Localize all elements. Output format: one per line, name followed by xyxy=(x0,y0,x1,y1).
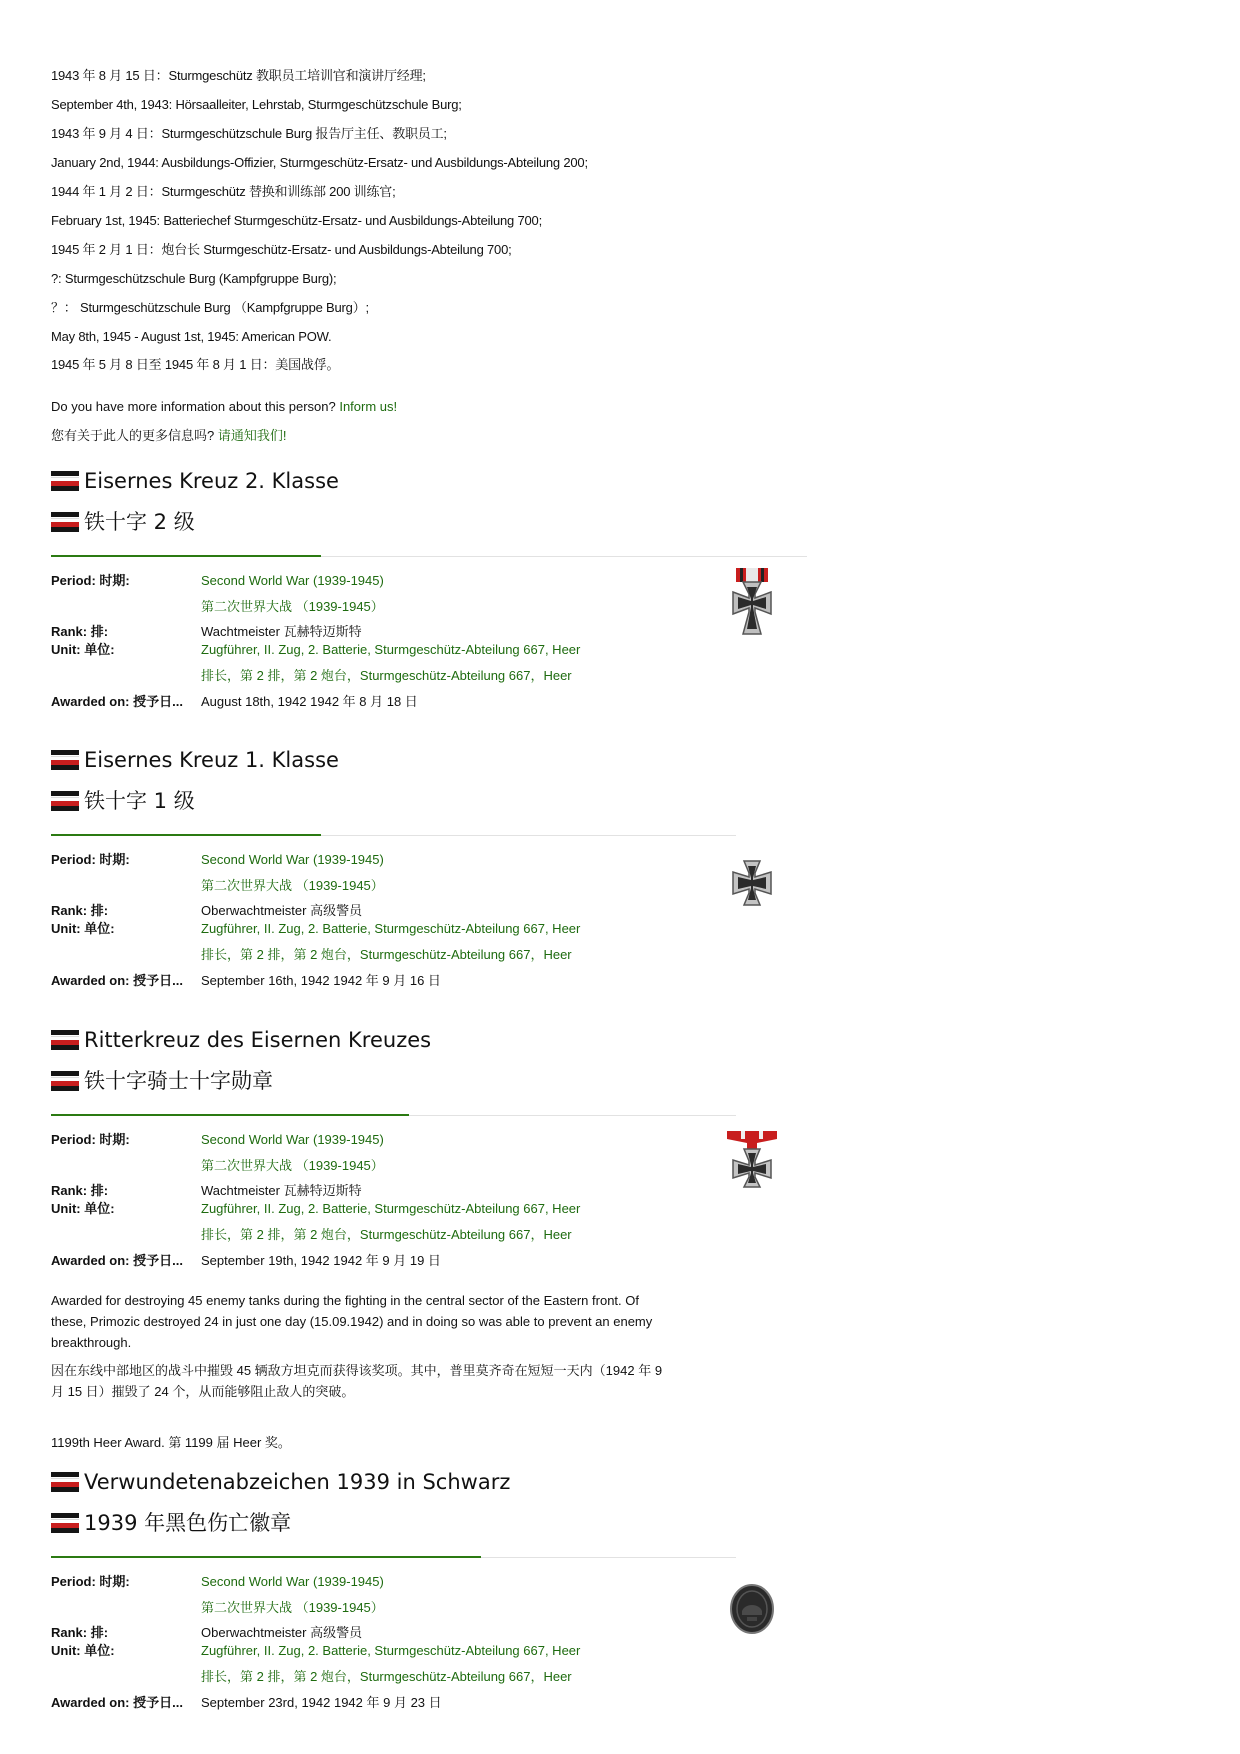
cv-line: 1943 年 8 月 15 日：Sturmgeschütz 教职员工培训官和演讲厅经理; xyxy=(51,68,426,83)
unit-label: Unit: 单位: xyxy=(51,1643,115,1658)
cv-line: 1944 年 1 月 2 日：Sturmgeschütz 替换和训练部 200 训练官; xyxy=(51,184,396,199)
awarded-date: September 19th, 1942 1942 年 9 月 19 日 xyxy=(201,1253,441,1268)
period-label: Period: 时期: xyxy=(51,573,130,588)
cv-line: 1945 年 2 月 1 日：炮台长 Sturmgeschütz-Ersatz- und Ausbildungs-Abteilung 700; xyxy=(51,242,512,257)
award-title-text: Eisernes Kreuz 2. Klasse xyxy=(84,469,339,493)
section-divider xyxy=(51,1114,736,1116)
imperial-flag-icon xyxy=(51,1030,79,1050)
imperial-flag-icon xyxy=(51,1472,79,1492)
award-title-zh-text: 铁十字 2 级 xyxy=(84,510,195,534)
rank-label: Rank: 排: xyxy=(51,1183,109,1198)
imperial-flag-icon xyxy=(51,1513,79,1533)
rank-value: Wachtmeister 瓦赫特迈斯特 xyxy=(201,624,362,639)
unit-link[interactable]: Zugführer, II. Zug, 2. Batterie, Sturmgeschütz-Abteilung 667, Heer xyxy=(201,921,581,936)
awarded-label: Awarded on: 授予日... xyxy=(51,694,183,709)
imperial-flag-icon xyxy=(51,791,79,811)
unit-link-zh[interactable]: 排长，第 2 排，第 2 炮台，Sturmgeschütz-Abteilung 667，Heer xyxy=(201,1227,572,1242)
unit-label: Unit: 单位: xyxy=(51,921,115,936)
period-link-zh[interactable]: 第二次世界大战 （1939-1945） xyxy=(201,599,384,614)
award-title-zh-text: 铁十字 1 级 xyxy=(84,789,195,813)
unit-link-zh[interactable]: 排长，第 2 排，第 2 炮台，Sturmgeschütz-Abteilung 667，Heer xyxy=(201,1669,572,1684)
period-link-zh[interactable]: 第二次世界大战 （1939-1945） xyxy=(201,1158,384,1173)
cv-line: ?: Sturmgeschützschule Burg (Kampfgruppe Burg); xyxy=(51,271,337,286)
cv-line: 1943 年 9 月 4 日：Sturmgeschützschule Burg 报告厅主任、教职员工; xyxy=(51,126,447,141)
cv-line: February 1st, 1945: Batteriechef Sturmgeschütz-Ersatz- und Ausbildungs-Abteilung 700; xyxy=(51,213,543,228)
award-title xyxy=(51,468,339,494)
wound-badge-icon xyxy=(727,1583,777,1635)
rank-value: Oberwachtmeister 高级警员 xyxy=(201,903,363,918)
award-note-zh: 因在东线中部地区的战斗中摧毁 45 辆敌方坦克而获得该奖项。其中，普里莫齐奇在短短一天内（1942 年 9 月 15 日）摧毁了 24 个，从而能够阻止敌人的突破。 xyxy=(51,1363,663,1399)
period-label: Period: 时期: xyxy=(51,1574,130,1589)
info-request-text: 您有关于此人的更多信息吗? xyxy=(51,428,218,443)
rank-label: Rank: 排: xyxy=(51,903,109,918)
award-title-text: Ritterkreuz des Eisernen Kreuzes xyxy=(84,1028,432,1052)
info-request-text: Do you have more information about this person? xyxy=(51,399,340,414)
awarded-label: Awarded on: 授予日... xyxy=(51,1253,183,1268)
imperial-flag-icon xyxy=(51,1071,79,1091)
section-divider xyxy=(51,555,807,557)
unit-label: Unit: 单位: xyxy=(51,1201,115,1216)
award-title-zh xyxy=(51,1510,291,1536)
award-title xyxy=(51,1027,431,1053)
period-link-zh[interactable]: 第二次世界大战 （1939-1945） xyxy=(201,1600,384,1615)
period-link[interactable]: Second World War (1939-1945) xyxy=(201,1132,384,1147)
awarded-label: Awarded on: 授予日... xyxy=(51,973,183,988)
award-title-zh-text: 1939 年黑色伤亡徽章 xyxy=(84,1511,292,1535)
award-title-zh xyxy=(51,509,195,535)
iron-cross-ribbon-icon xyxy=(727,568,777,638)
knights-cross-icon xyxy=(727,1127,777,1189)
award-title-text: Verwundetenabzeichen 1939 in Schwarz xyxy=(84,1470,511,1494)
period-link[interactable]: Second World War (1939-1945) xyxy=(201,1574,384,1589)
iron-cross-icon xyxy=(727,859,777,907)
rank-label: Rank: 排: xyxy=(51,1625,109,1640)
period-link[interactable]: Second World War (1939-1945) xyxy=(201,852,384,867)
info-request-zh xyxy=(51,428,286,444)
award-title-zh xyxy=(51,788,195,814)
cv-line: September 4th, 1943: Hörsaalleiter, Lehrstab, Sturmgeschützschule Burg; xyxy=(51,97,462,112)
inform-us-link[interactable]: 请通知我们! xyxy=(217,428,287,443)
inform-us-link[interactable]: Inform us! xyxy=(339,399,398,414)
period-label: Period: 时期: xyxy=(51,852,130,867)
awarded-date: September 16th, 1942 1942 年 9 月 16 日 xyxy=(201,973,441,988)
section-divider xyxy=(51,834,736,836)
period-label: Period: 时期: xyxy=(51,1132,130,1147)
award-note-en: Awarded for destroying 45 enemy tanks during the fighting in the central sector of the Eastern front. Of these, Primozic destroyed 24 in just one day (15.09.1942) and in doing so was able to prevent an enemy breakthrough. xyxy=(51,1293,653,1350)
award-title xyxy=(51,747,339,773)
unit-label: Unit: 单位: xyxy=(51,642,115,657)
imperial-flag-icon xyxy=(51,512,79,532)
period-link[interactable]: Second World War (1939-1945) xyxy=(201,573,384,588)
cv-line: 1945 年 5 月 8 日至 1945 年 8 月 1 日：美国战俘。 xyxy=(51,357,340,372)
award-title-zh xyxy=(51,1068,273,1094)
unit-link[interactable]: Zugführer, II. Zug, 2. Batterie, Sturmgeschütz-Abteilung 667, Heer xyxy=(201,642,581,657)
awarded-date: September 23rd, 1942 1942 年 9 月 23 日 xyxy=(201,1695,442,1710)
cv-line: January 2nd, 1944: Ausbildungs-Offizier, Sturmgeschütz-Ersatz- und Ausbildungs-Abteilung 200; xyxy=(51,155,588,170)
unit-link-zh[interactable]: 排长，第 2 排，第 2 炮台，Sturmgeschütz-Abteilung 667，Heer xyxy=(201,668,572,683)
unit-link[interactable]: Zugführer, II. Zug, 2. Batterie, Sturmgeschütz-Abteilung 667, Heer xyxy=(201,1201,581,1216)
rank-value: Wachtmeister 瓦赫特迈斯特 xyxy=(201,1183,362,1198)
award-title-zh-text: 铁十字骑士十字勋章 xyxy=(84,1069,273,1093)
award-number: 1199th Heer Award. 第 1199 届 Heer 奖。 xyxy=(51,1435,291,1450)
section-divider xyxy=(51,1556,736,1558)
imperial-flag-icon xyxy=(51,471,79,491)
award-title xyxy=(51,1469,510,1495)
rank-label: Rank: 排: xyxy=(51,624,109,639)
awarded-date: August 18th, 1942 1942 年 8 月 18 日 xyxy=(201,694,418,709)
cv-line: May 8th, 1945 - August 1st, 1945: American POW. xyxy=(51,329,332,344)
rank-value: Oberwachtmeister 高级警员 xyxy=(201,1625,363,1640)
imperial-flag-icon xyxy=(51,750,79,770)
awarded-label: Awarded on: 授予日... xyxy=(51,1695,183,1710)
info-request-en xyxy=(51,399,397,415)
award-title-text: Eisernes Kreuz 1. Klasse xyxy=(84,748,339,772)
period-link-zh[interactable]: 第二次世界大战 （1939-1945） xyxy=(201,878,384,893)
cv-line: ？： Sturmgeschützschule Burg （Kampfgruppe Burg）; xyxy=(51,300,369,315)
unit-link-zh[interactable]: 排长，第 2 排，第 2 炮台，Sturmgeschütz-Abteilung 667，Heer xyxy=(201,947,572,962)
unit-link[interactable]: Zugführer, II. Zug, 2. Batterie, Sturmgeschütz-Abteilung 667, Heer xyxy=(201,1643,581,1658)
